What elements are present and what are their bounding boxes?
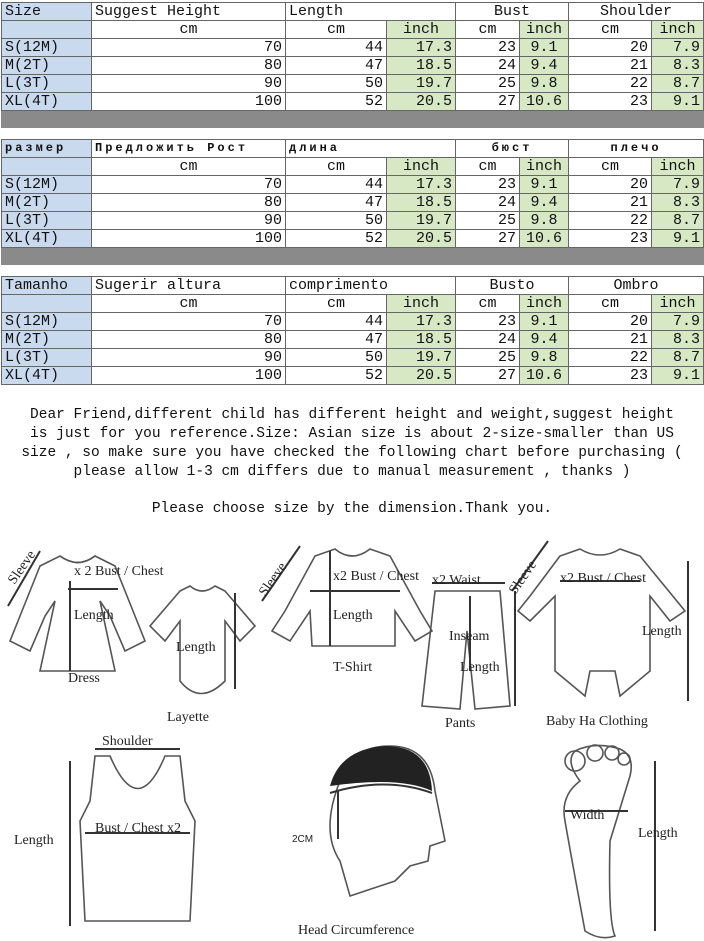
height-cell: 90 <box>92 75 286 93</box>
table-row <box>2 313 704 331</box>
size-cell: XL(4T) <box>2 230 92 248</box>
table-row <box>2 367 704 385</box>
length-header: Length <box>286 3 456 21</box>
head-drawing <box>330 746 445 896</box>
shoulder-cm-cell: 23 <box>569 367 652 385</box>
height-cell: 80 <box>92 194 286 212</box>
separator-row <box>2 248 704 265</box>
size-cell: M(2T) <box>2 194 92 212</box>
shoulder-cm-cell: 20 <box>569 313 652 331</box>
bust-cm-cell: 24 <box>456 331 520 349</box>
unit-length-inch: inch <box>387 295 456 313</box>
length-cm-cell: 50 <box>286 349 387 367</box>
shoulder-cm-cell: 21 <box>569 331 652 349</box>
length-inch-cell: 19.7 <box>387 75 456 93</box>
unit-blank <box>2 21 92 39</box>
bust-inch-cell: 10.6 <box>520 367 569 385</box>
length-cm-cell: 47 <box>286 194 387 212</box>
unit-length-cm: cm <box>286 21 387 39</box>
baby-bust-label: x2 Bust / Chest <box>560 571 646 586</box>
tshirt-length-label: Length <box>333 608 373 623</box>
choose-note: Please choose size by the dimension.Thank you. <box>151 501 553 517</box>
dress-name-label: Dress <box>68 671 100 686</box>
unit-height: cm <box>92 158 286 176</box>
length-inch-cell: 18.5 <box>387 194 456 212</box>
length-cm-cell: 47 <box>286 57 387 75</box>
bust-inch-cell: 9.4 <box>520 57 569 75</box>
shoulder-header: Ombro <box>569 277 704 295</box>
bust-inch-cell: 10.6 <box>520 230 569 248</box>
bust-header: бюст <box>456 140 569 158</box>
tshirt-drawing <box>262 546 432 646</box>
shoulder-cm-cell: 20 <box>569 176 652 194</box>
shoulder-inch-cell: 8.3 <box>652 194 704 212</box>
table-row <box>2 212 704 230</box>
unit-row <box>2 158 704 176</box>
shoulder-inch-cell: 8.7 <box>652 212 704 230</box>
bust-inch-cell: 9.8 <box>520 212 569 230</box>
header-row <box>2 140 704 158</box>
bust-inch-cell: 9.8 <box>520 75 569 93</box>
layette-name-label: Layette <box>167 710 209 725</box>
unit-height: cm <box>92 21 286 39</box>
bust-cm-cell: 23 <box>456 176 520 194</box>
height-header: Suggest Height <box>92 3 286 21</box>
bust-inch-cell: 9.4 <box>520 194 569 212</box>
bust-inch-cell: 9.4 <box>520 331 569 349</box>
separator-cell <box>2 111 704 128</box>
bust-cm-cell: 23 <box>456 39 520 57</box>
bust-header: Busto <box>456 277 569 295</box>
note-line: size , so make sure you have checked the following chart before purchasing ( <box>21 445 683 461</box>
size-cell: XL(4T) <box>2 93 92 111</box>
length-inch-cell: 18.5 <box>387 331 456 349</box>
pants-drawing <box>422 583 515 709</box>
length-header: длина <box>286 140 456 158</box>
bust-inch-cell: 10.6 <box>520 93 569 111</box>
shoulder-cm-cell: 20 <box>569 39 652 57</box>
foot-width-label: Width <box>570 808 605 823</box>
shoulder-inch-cell: 9.1 <box>652 230 704 248</box>
height-cell: 80 <box>92 331 286 349</box>
dress-length-label: Length <box>74 608 114 623</box>
unit-bust-inch: inch <box>520 295 569 313</box>
bust-inch-cell: 9.1 <box>520 39 569 57</box>
shoulder-cm-cell: 22 <box>569 75 652 93</box>
unit-bust-cm: cm <box>456 21 520 39</box>
size-header: Tamanho <box>2 277 92 295</box>
length-cm-cell: 47 <box>286 331 387 349</box>
length-cm-cell: 50 <box>286 75 387 93</box>
bust-cm-cell: 25 <box>456 75 520 93</box>
length-inch-cell: 19.7 <box>387 212 456 230</box>
pants-inseam-label: Inseam <box>449 629 490 644</box>
pants-length-label: Length <box>460 660 500 675</box>
length-cm-cell: 44 <box>286 313 387 331</box>
size-cell: L(3T) <box>2 75 92 93</box>
bust-cm-cell: 27 <box>456 367 520 385</box>
height-cell: 80 <box>92 57 286 75</box>
table-row <box>2 93 704 111</box>
height-header: Sugerir altura <box>92 277 286 295</box>
length-inch-cell: 20.5 <box>387 367 456 385</box>
vest-bust-label: Bust / Chest x2 <box>95 821 181 836</box>
note-line: please allow 1-3 cm differs due to manual measurement , thanks ) <box>73 464 631 480</box>
shoulder-inch-cell: 9.1 <box>652 93 704 111</box>
shoulder-header: плечо <box>569 140 704 158</box>
size-header: размер <box>2 140 92 158</box>
table-row <box>2 39 704 57</box>
vest-length-label: Length <box>14 833 54 848</box>
shoulder-cm-cell: 21 <box>569 57 652 75</box>
size-cell: S(12M) <box>2 313 92 331</box>
bust-inch-cell: 9.1 <box>520 313 569 331</box>
size-cell: L(3T) <box>2 349 92 367</box>
bust-cm-cell: 24 <box>456 57 520 75</box>
length-inch-cell: 20.5 <box>387 93 456 111</box>
bust-cm-cell: 25 <box>456 349 520 367</box>
unit-blank <box>2 295 92 313</box>
shoulder-inch-cell: 7.9 <box>652 313 704 331</box>
length-header: comprimento <box>286 277 456 295</box>
length-cm-cell: 50 <box>286 212 387 230</box>
shoulder-inch-cell: 8.7 <box>652 349 704 367</box>
height-cell: 100 <box>92 93 286 111</box>
table-row <box>2 75 704 93</box>
length-cm-cell: 52 <box>286 230 387 248</box>
head-name-label: Head Circumference <box>298 923 415 938</box>
height-cell: 70 <box>92 176 286 194</box>
unit-height: cm <box>92 295 286 313</box>
baby-name-label: Baby Ha Clothing <box>546 714 648 729</box>
pants-name-label: Pants <box>445 716 476 731</box>
vest-drawing <box>70 749 195 926</box>
unit-length-inch: inch <box>387 21 456 39</box>
bust-cm-cell: 27 <box>456 230 520 248</box>
unit-bust-cm: cm <box>456 158 520 176</box>
bust-cm-cell: 23 <box>456 313 520 331</box>
size-cell: M(2T) <box>2 331 92 349</box>
shoulder-cm-cell: 23 <box>569 93 652 111</box>
head-cm-label: 2CM <box>292 834 314 845</box>
bust-inch-cell: 9.1 <box>520 176 569 194</box>
length-inch-cell: 17.3 <box>387 39 456 57</box>
shoulder-inch-cell: 7.9 <box>652 176 704 194</box>
unit-length-inch: inch <box>387 158 456 176</box>
size-header: Size <box>2 3 92 21</box>
height-cell: 90 <box>92 349 286 367</box>
size-cell: S(12M) <box>2 39 92 57</box>
table-row <box>2 194 704 212</box>
length-cm-cell: 44 <box>286 39 387 57</box>
tshirt-bust-label: x2 Bust / Chest <box>333 569 419 584</box>
height-cell: 70 <box>92 39 286 57</box>
unit-blank <box>2 158 92 176</box>
shoulder-inch-cell: 8.7 <box>652 75 704 93</box>
vest-shoulder-label: Shoulder <box>102 734 153 749</box>
length-inch-cell: 19.7 <box>387 349 456 367</box>
bust-cm-cell: 24 <box>456 194 520 212</box>
size-cell: XL(4T) <box>2 367 92 385</box>
table-row <box>2 57 704 75</box>
unit-shoulder-inch: inch <box>652 158 704 176</box>
length-inch-cell: 18.5 <box>387 57 456 75</box>
layette-length-label: Length <box>176 640 216 655</box>
length-cm-cell: 52 <box>286 93 387 111</box>
dress-sleeve-label: Sleeve <box>5 548 40 588</box>
shoulder-cm-cell: 21 <box>569 194 652 212</box>
size-cell: S(12M) <box>2 176 92 194</box>
dress-bust-label: x 2 Bust / Chest <box>74 564 164 579</box>
height-cell: 100 <box>92 367 286 385</box>
tshirt-name-label: T-Shirt <box>333 660 373 675</box>
unit-shoulder-inch: inch <box>652 21 704 39</box>
unit-shoulder-inch: inch <box>652 295 704 313</box>
table-row <box>2 230 704 248</box>
unit-shoulder-cm: cm <box>569 295 652 313</box>
shoulder-header: Shoulder <box>569 3 704 21</box>
shoulder-inch-cell: 7.9 <box>652 39 704 57</box>
note-line: is just for you reference.Size: Asian size is about 2-size-smaller than US <box>30 426 674 442</box>
height-cell: 70 <box>92 313 286 331</box>
foot-length-label: Length <box>638 826 678 841</box>
length-cm-cell: 44 <box>286 176 387 194</box>
size-table <box>1 2 704 128</box>
pants-waist-label: x2 Waist <box>432 573 481 588</box>
unit-bust-inch: inch <box>520 158 569 176</box>
table-row <box>2 349 704 367</box>
length-inch-cell: 17.3 <box>387 176 456 194</box>
shoulder-inch-cell: 8.3 <box>652 331 704 349</box>
shoulder-inch-cell: 8.3 <box>652 57 704 75</box>
table-row <box>2 176 704 194</box>
bust-header: Bust <box>456 3 569 21</box>
size-note <box>0 406 704 482</box>
unit-row <box>2 21 704 39</box>
table-row <box>2 331 704 349</box>
height-cell: 100 <box>92 230 286 248</box>
height-header: Предложить Рост <box>92 140 286 158</box>
shoulder-cm-cell: 22 <box>569 349 652 367</box>
shoulder-cm-cell: 23 <box>569 230 652 248</box>
separator-row <box>2 111 704 128</box>
unit-length-cm: cm <box>286 158 387 176</box>
shoulder-cm-cell: 22 <box>569 212 652 230</box>
size-cell: L(3T) <box>2 212 92 230</box>
unit-length-cm: cm <box>286 295 387 313</box>
size-table <box>1 139 704 265</box>
header-row <box>2 3 704 21</box>
separator-cell <box>2 248 704 265</box>
note-line: Dear Friend,different child has different height and weight,suggest height <box>30 407 674 423</box>
baby-length-label: Length <box>642 624 682 639</box>
baby-sleeve-label: Sleeve <box>506 558 541 598</box>
bust-cm-cell: 25 <box>456 212 520 230</box>
height-cell: 90 <box>92 212 286 230</box>
unit-shoulder-cm: cm <box>569 158 652 176</box>
unit-shoulder-cm: cm <box>569 21 652 39</box>
unit-row <box>2 295 704 313</box>
header-row <box>2 277 704 295</box>
size-cell: M(2T) <box>2 57 92 75</box>
length-inch-cell: 17.3 <box>387 313 456 331</box>
unit-bust-cm: cm <box>456 295 520 313</box>
unit-bust-inch: inch <box>520 21 569 39</box>
shoulder-inch-cell: 9.1 <box>652 367 704 385</box>
length-cm-cell: 52 <box>286 367 387 385</box>
length-inch-cell: 20.5 <box>387 230 456 248</box>
tshirt-sleeve-label: Sleeve <box>256 560 291 600</box>
bust-cm-cell: 27 <box>456 93 520 111</box>
size-table <box>1 276 704 385</box>
bust-inch-cell: 9.8 <box>520 349 569 367</box>
